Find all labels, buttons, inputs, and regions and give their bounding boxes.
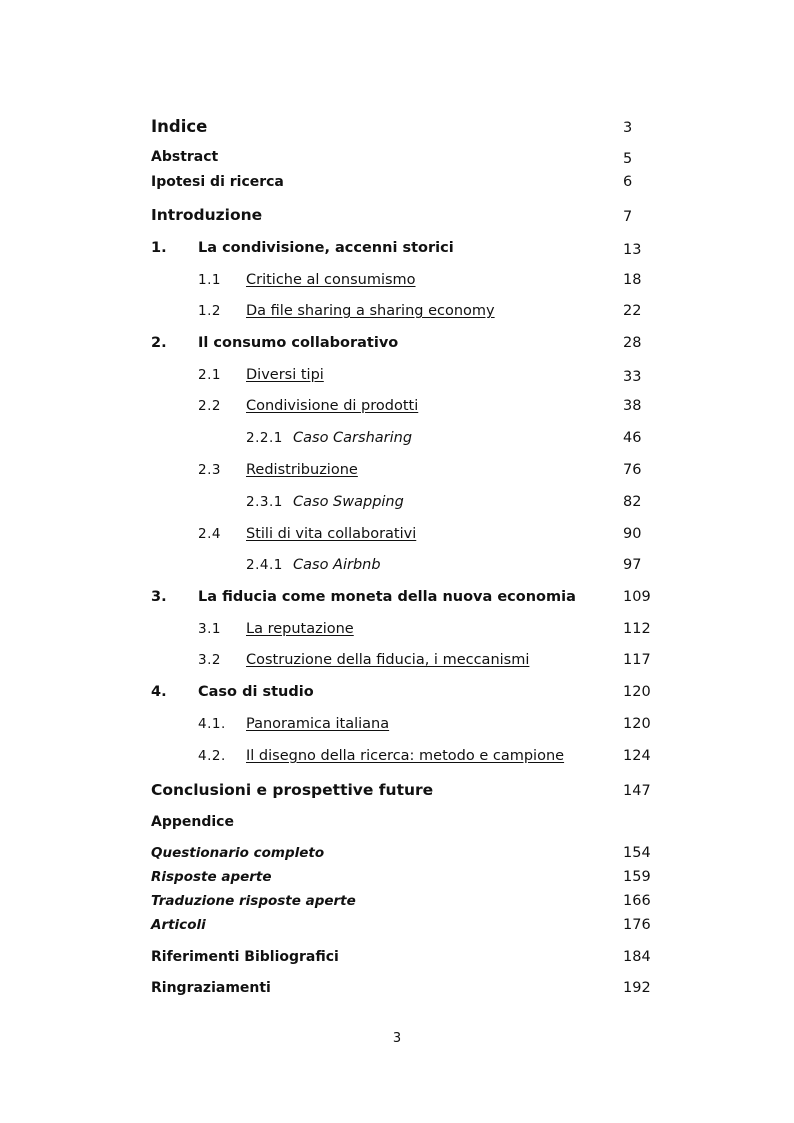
toc-page-number: 13	[623, 242, 642, 258]
toc-page-number: 90	[623, 526, 642, 542]
toc-entry-ipotesi[interactable]	[0, 174, 794, 198]
toc-section-number: 2.	[151, 335, 167, 351]
toc-section-number: 2.2	[198, 398, 221, 414]
toc-entry-articoli[interactable]	[0, 917, 794, 941]
toc-page-number: 124	[623, 748, 651, 764]
toc-page-number: 46	[623, 430, 642, 446]
toc-section-number: 4.2.	[198, 748, 226, 764]
toc-entry-introduzione[interactable]	[0, 206, 794, 230]
toc-entry-section-2-4[interactable]	[0, 526, 794, 550]
toc-page-number: 28	[623, 335, 642, 351]
toc-link-title[interactable]: Costruzione della fiducia, i meccanismi	[246, 652, 530, 668]
toc-title: Conclusioni e prospettive future	[151, 781, 434, 799]
toc-entry-questionario[interactable]	[0, 845, 794, 869]
toc-title: Abstract	[151, 149, 219, 165]
toc-title: Caso Airbnb	[293, 557, 381, 573]
toc-title: Il consumo collaborativo	[198, 335, 399, 351]
toc-page-number: 120	[623, 684, 651, 700]
toc-entry-section-1-1[interactable]	[0, 272, 794, 296]
toc-page-number: 117	[623, 652, 651, 668]
toc-link-title[interactable]: Stili di vita collaborativi	[246, 526, 417, 542]
toc-page-number: 18	[623, 272, 642, 288]
toc-entry-section-2[interactable]	[0, 335, 794, 359]
toc-link-title[interactable]: Panoramica italiana	[246, 716, 390, 732]
toc-entry-section-2-2-1[interactable]	[0, 430, 794, 454]
toc-link-title[interactable]: Diversi tipi	[246, 367, 324, 383]
toc-page-number: 120	[623, 716, 651, 732]
toc-entry-section-3-2[interactable]	[0, 652, 794, 676]
toc-page-number: 82	[623, 494, 642, 510]
toc-title: La condivisione, accenni storici	[198, 240, 454, 256]
toc-title: Caso di studio	[198, 684, 314, 700]
toc-page-number: 38	[623, 398, 642, 414]
toc-entry-section-2-3-1[interactable]	[0, 494, 794, 518]
toc-title: Questionario completo	[151, 845, 325, 861]
toc-section-number: 2.1	[198, 367, 221, 383]
toc-section-number: 4.1.	[198, 716, 226, 732]
toc-section-number: 2.3.1	[246, 494, 283, 510]
toc-section-number: 3.2	[198, 652, 221, 668]
toc-title: Traduzione risposte aperte	[151, 893, 356, 909]
toc-title: Introduzione	[151, 206, 263, 224]
toc-entry-section-3[interactable]	[0, 589, 794, 613]
toc-section-number: 4.	[151, 684, 167, 700]
toc-section-number: 2.3	[198, 462, 221, 478]
toc-entry-risposte[interactable]	[0, 869, 794, 893]
toc-page-number: 6	[623, 174, 633, 190]
toc-page-number: 76	[623, 462, 642, 478]
toc-entry-appendice[interactable]	[0, 814, 794, 838]
toc-page-number: 147	[623, 783, 651, 799]
toc-entry-section-4[interactable]	[0, 684, 794, 708]
toc-section-number: 1.	[151, 240, 167, 256]
toc-title: Ipotesi di ricerca	[151, 174, 284, 190]
toc-section-number: 3.1	[198, 621, 221, 637]
page-number-footer: 3	[392, 1031, 402, 1046]
toc-entry-section-1[interactable]	[0, 240, 794, 264]
toc-title: Riferimenti Bibliografici	[151, 949, 339, 965]
toc-page-number: 154	[623, 845, 651, 861]
toc-page-number: 166	[623, 893, 651, 909]
toc-link-title[interactable]: Condivisione di prodotti	[246, 398, 419, 414]
toc-title: Articoli	[151, 917, 206, 933]
toc-entry-riferimenti[interactable]	[0, 949, 794, 973]
toc-title: Ringraziamenti	[151, 980, 271, 996]
toc-section-number: 1.1	[198, 272, 221, 288]
toc-entry-section-2-4-1[interactable]	[0, 557, 794, 581]
toc-entry-section-1-2[interactable]	[0, 303, 794, 327]
toc-link-title[interactable]: Il disegno della ricerca: metodo e campione	[246, 748, 565, 764]
toc-entry-indice[interactable]	[0, 117, 794, 141]
toc-title: Caso Carsharing	[293, 430, 413, 446]
toc-entry-section-4-1[interactable]	[0, 716, 794, 740]
toc-entry-traduzione[interactable]	[0, 893, 794, 917]
toc-entry-section-3-1[interactable]	[0, 621, 794, 645]
toc-link-title[interactable]: Da file sharing a sharing economy	[246, 303, 495, 319]
toc-entry-section-2-3[interactable]	[0, 462, 794, 486]
toc-section-number: 2.4.1	[246, 557, 283, 573]
toc-entry-section-4-2[interactable]	[0, 748, 794, 772]
toc-title: Caso Swapping	[293, 494, 404, 510]
toc-entry-ringraziamenti[interactable]	[0, 980, 794, 1004]
toc-section-number: 1.2	[198, 303, 221, 319]
toc-section-number: 3.	[151, 589, 167, 605]
toc-page-number: 5	[623, 151, 633, 167]
toc-link-title[interactable]: Critiche al consumismo	[246, 272, 416, 288]
toc-title: Indice	[151, 117, 208, 136]
toc-page-number: 7	[623, 209, 633, 225]
toc-entry-conclusioni[interactable]	[0, 781, 794, 805]
toc-page-number: 3	[623, 120, 633, 136]
toc-entry-abstract[interactable]	[0, 149, 794, 173]
toc-page-number: 112	[623, 621, 651, 637]
toc-entry-section-2-1[interactable]	[0, 367, 794, 391]
toc-title: Risposte aperte	[151, 869, 272, 885]
toc-title: La fiducia come moneta della nuova economia	[198, 589, 576, 605]
toc-link-title[interactable]: La reputazione	[246, 621, 354, 637]
toc-entry-section-2-2[interactable]	[0, 398, 794, 422]
toc-title: Appendice	[151, 814, 234, 830]
toc-page-number: 33	[623, 369, 642, 385]
toc-page-number: 22	[623, 303, 642, 319]
toc-page-number: 109	[623, 589, 651, 605]
toc-section-number: 2.2.1	[246, 430, 283, 446]
toc-section-number: 2.4	[198, 526, 221, 542]
toc-page-number: 159	[623, 869, 651, 885]
toc-page-number: 97	[623, 557, 642, 573]
toc-page-number: 192	[623, 980, 651, 996]
toc-link-title[interactable]: Redistribuzione	[246, 462, 358, 478]
toc-page-number: 176	[623, 917, 651, 933]
toc-page-number: 184	[623, 949, 651, 965]
